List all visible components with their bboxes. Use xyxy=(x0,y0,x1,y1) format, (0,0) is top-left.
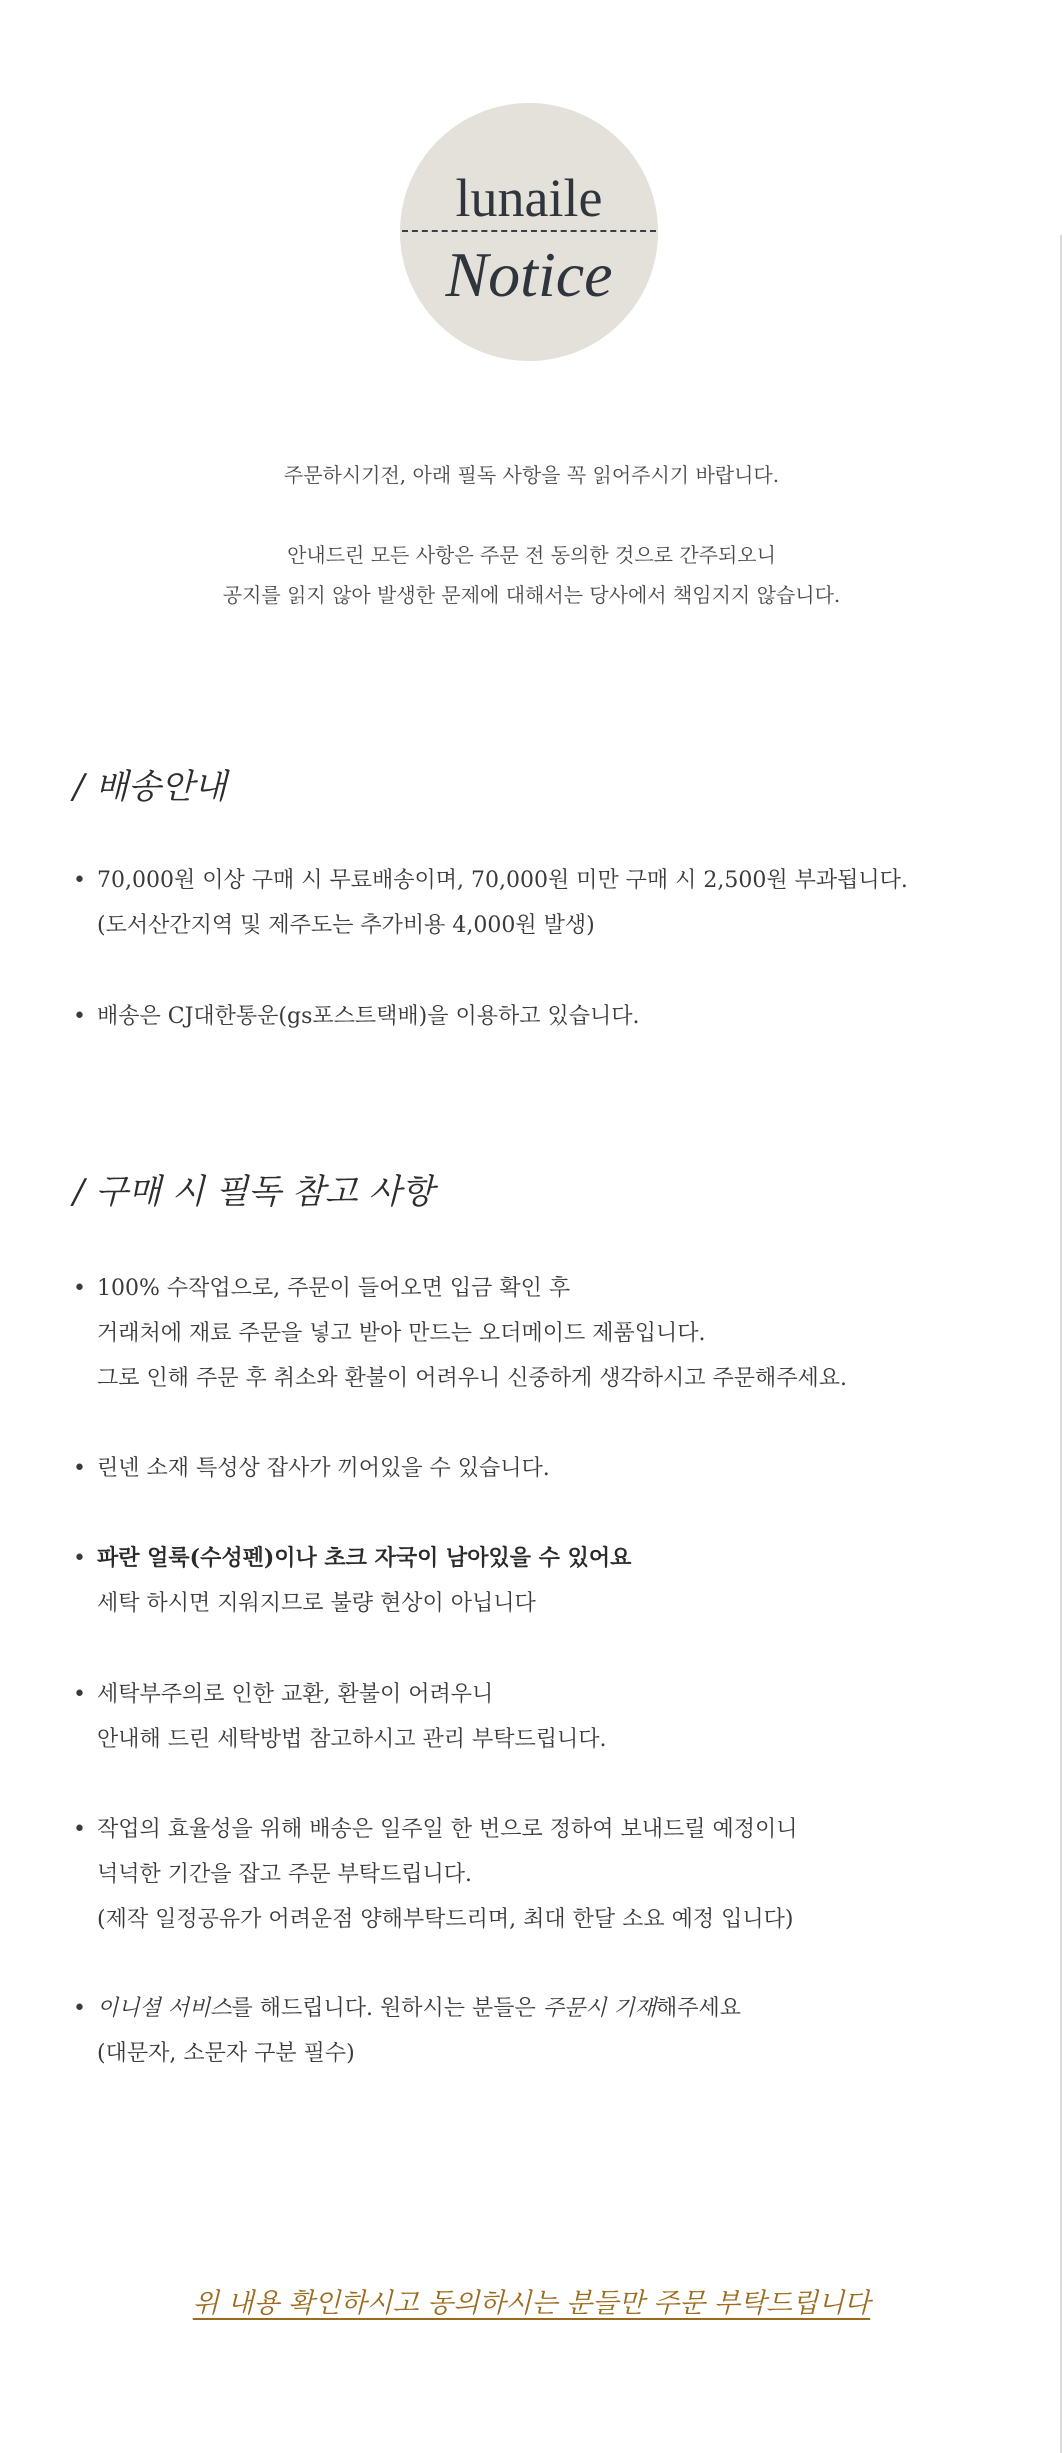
intro-line-2: 안내드린 모든 사항은 주문 전 동의한 것으로 간주되오니 xyxy=(287,543,776,567)
purchase-item-line: 안내해 드린 세탁방법 참고하시고 관리 부탁드립니다. xyxy=(97,1727,607,1752)
shipping-item-line: 70,000원 이상 구매 시 무료배송이며, 70,000원 미만 구매 시 2,500원 부과됩니다. xyxy=(97,868,908,893)
purchase-item-line: 그로 인해 주문 후 취소와 환불이 어려우니 신중하게 생각하시고 주문해주세요. xyxy=(97,1366,847,1391)
shipping-item-line: 배송은 CJ대한통운(gs포스트택배)을 이용하고 있습니다. xyxy=(97,1004,640,1029)
bullet: • xyxy=(73,1996,86,2021)
shipping-item xyxy=(73,994,1033,1039)
initial-service-text: 해주세요 xyxy=(656,1996,742,2021)
logo-dashed-line xyxy=(402,230,656,232)
bullet: • xyxy=(73,1817,86,1842)
purchase-item-line: 세탁부주의로 인한 교환, 환불이 어려우니 xyxy=(97,1682,494,1707)
purchase-item-line: 거래처에 재료 주문을 넣고 받아 만드는 오더메이드 제품입니다. xyxy=(97,1321,706,1346)
notice-logo-badge xyxy=(400,103,658,361)
purchase-item-line: 넉넉한 기간을 잡고 주문 부탁드립니다. xyxy=(97,1862,472,1887)
purchase-item xyxy=(73,1446,1033,1491)
initial-service-text: 주문시 기재 xyxy=(542,1996,657,2021)
shipping-item-line: (도서산간지역 및 제주도는 추가비용 4,000원 발생) xyxy=(97,913,595,938)
intro-line-1: 주문하시기전, 아래 필독 사항을 꼭 읽어주시기 바랍니다. xyxy=(283,463,780,487)
purchase-item xyxy=(73,1536,1033,1626)
purchase-item-line: (대문자, 소문자 구분 필수) xyxy=(97,2041,355,2066)
logo-brand-text: lunaile xyxy=(455,168,603,228)
purchase-item xyxy=(73,1266,1033,1401)
initial-service-text: 이니셜 서비스 xyxy=(97,1996,232,2021)
purchase-item xyxy=(73,1672,1033,1762)
intro-line-3: 공지를 읽지 않아 발생한 문제에 대해서는 당사에서 책임지지 않습니다. xyxy=(222,583,841,607)
bullet: • xyxy=(73,1004,86,1029)
shipping-section-title: / 배송안내 xyxy=(73,767,227,807)
initial-service-line xyxy=(97,1986,1033,2031)
purchase-item-line: 세탁 하시면 지워지므로 불량 현상이 아닙니다 xyxy=(97,1591,536,1616)
bullet: • xyxy=(73,868,86,893)
purchase-item-line: 100% 수작업으로, 주문이 들어오면 입금 확인 후 xyxy=(97,1276,571,1301)
bullet: • xyxy=(73,1276,86,1301)
footer-agreement-notice: 위 내용 확인하시고 동의하시는 분들만 주문 부탁드립니다 xyxy=(192,2288,871,2319)
purchase-item-line: 작업의 효율성을 위해 배송은 일주일 한 번으로 정하여 보내드릴 예정이니 xyxy=(97,1817,798,1842)
purchase-item xyxy=(73,1807,1033,1942)
initial-service-text: 를 해드립니다. 원하시는 분들은 xyxy=(231,1996,543,2021)
bullet: • xyxy=(73,1682,86,1707)
purchase-item-bold-line: 파란 얼룩(수성펜)이나 초크 자국이 남아있을 수 있어요 xyxy=(97,1545,632,1571)
purchase-item-line: 린넨 소재 특성상 잡사가 끼어있을 수 있습니다. xyxy=(97,1456,550,1481)
shipping-item xyxy=(73,858,1033,948)
bullet: • xyxy=(73,1546,86,1571)
bullet: • xyxy=(73,1456,86,1481)
logo-notice-text: Notice xyxy=(445,239,613,310)
purchase-item-line: (제작 일정공유가 어려운점 양해부탁드리며, 최대 한달 소요 예정 입니다) xyxy=(97,1907,794,1932)
purchase-section-title: / 구매 시 필독 참고 사항 xyxy=(73,1172,435,1212)
purchase-item xyxy=(73,1986,1033,2076)
